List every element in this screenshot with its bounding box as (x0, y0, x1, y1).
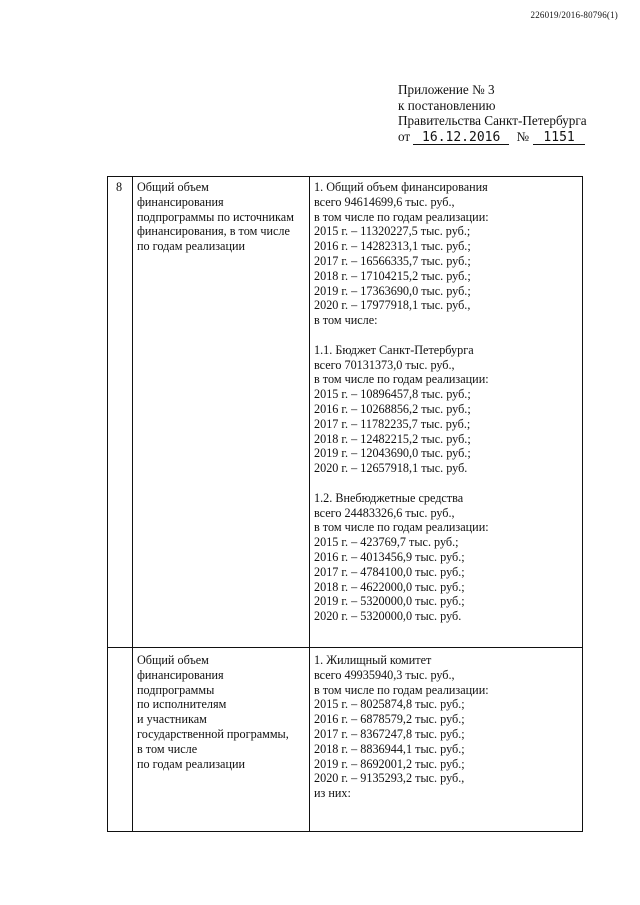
row2-description-line: по исполнителям (137, 697, 227, 712)
document-registration-number: 226019/2016-80796(1) (530, 10, 618, 20)
row1-financing-line: 2015 г. – 10896457,8 тыс. руб.; (314, 387, 471, 402)
row2-financing-line: 2020 г. – 9135293,2 тыс. руб., (314, 771, 465, 786)
row2-description-line: в том числе (137, 741, 198, 756)
row1-description-line: Общий объем (137, 180, 209, 194)
row1-financing-line: 2016 г. – 14282313,1 тыс. руб.; (314, 239, 471, 254)
row2-description-line: финансирования (137, 667, 224, 682)
row1-financing-line (314, 328, 489, 343)
row1-financing-line: 2016 г. – 10268856,2 тыс. руб.; (314, 401, 471, 416)
row2-financing-line: 1. Жилищный комитет (314, 653, 432, 667)
row1-financing-line: 2019 г. – 17363690,0 тыс. руб.; (314, 283, 471, 298)
row2-financing-line: 2015 г. – 8025874,8 тыс. руб.; (314, 697, 465, 712)
row2-description-line: подпрограммы (137, 682, 215, 697)
row1-financing-line: 2017 г. – 16566335,7 тыс. руб.; (314, 253, 471, 268)
appendix-date-number-line (398, 129, 587, 145)
row-divider (108, 647, 582, 648)
row2-financing-line: всего 49935940,3 тыс. руб., (314, 667, 455, 682)
row1-financing-line: 2015 г. – 423769,7 тыс. руб.; (314, 535, 459, 550)
row2-description-line: Общий объем (137, 653, 209, 667)
row1-financing-line: 2019 г. – 5320000,0 тыс. руб.; (314, 594, 465, 609)
row1-description-line: по годам реализации (137, 239, 246, 254)
row1-financing-line (314, 476, 489, 491)
row1-financing-line: 1.1. Бюджет Санкт-Петербурга (314, 342, 474, 357)
appendix-title: Приложение № 3 (398, 82, 495, 97)
row1-financing-line: 2018 г. – 17104215,2 тыс. руб.; (314, 268, 471, 283)
row2-financing-line: 2017 г. – 8367247,8 тыс. руб.; (314, 726, 465, 741)
row2-financing-line: 2019 г. – 8692001,2 тыс. руб.; (314, 756, 465, 771)
row1-description-line: финансирования, в том числе (137, 224, 290, 239)
appendix-government: Правительства Санкт-Петербурга (398, 113, 587, 129)
row2-description-line: государственной программы, (137, 726, 289, 741)
row1-financing-line: в том числе: (314, 313, 378, 328)
column-divider-2 (309, 177, 310, 831)
from-label: от (398, 128, 411, 144)
row2-financing-line: в том числе по годам реализации: (314, 682, 489, 697)
row1-financing-line: в том числе по годам реализации: (314, 209, 489, 224)
row1-financing-line: 1.2. Внебюджетные средства (314, 490, 464, 505)
row1-financing-line: 2019 г. – 12043690,0 тыс. руб.; (314, 446, 471, 461)
row1-financing-line: всего 94614699,6 тыс. руб., (314, 194, 455, 209)
row1-financing-line: 2015 г. – 11320227,5 тыс. руб.; (314, 224, 471, 239)
row1-financing-line: 2016 г. – 4013456,9 тыс. руб.; (314, 549, 465, 564)
appendix-header (398, 82, 587, 145)
row1-financing-line: в том числе по годам реализации: (314, 520, 489, 535)
resolution-number: 1151 (533, 131, 585, 145)
row1-financing-line: 2018 г. – 4622000,0 тыс. руб.; (314, 579, 465, 594)
row2-financing-line: 2016 г. – 6878579,2 тыс. руб.; (314, 712, 465, 727)
row1-description-line: подпрограммы по источникам (137, 209, 294, 224)
row2-description-cell (137, 653, 289, 771)
row1-financing-line: 2020 г. – 5320000,0 тыс. руб. (314, 609, 462, 624)
row1-financing-line: 2017 г. – 11782235,7 тыс. руб.; (314, 416, 471, 431)
row1-financing-cell (314, 180, 489, 624)
row1-description-cell (137, 180, 294, 254)
row2-financing-line: 2018 г. – 8836944,1 тыс. руб.; (314, 741, 465, 756)
row1-financing-line: всего 70131373,0 тыс. руб., (314, 357, 455, 372)
appendix-to-resolution: к постановлению (398, 97, 496, 113)
row1-financing-line: 2020 г. – 17977918,1 тыс. руб., (314, 298, 471, 313)
row2-description-line: по годам реализации (137, 756, 246, 771)
row-number-cell: 8 (116, 180, 123, 194)
resolution-date: 16.12.2016 (413, 131, 509, 145)
row2-description-line: и участникам (137, 712, 207, 727)
row2-financing-cell (314, 653, 489, 801)
row1-financing-line: 2020 г. – 12657918,1 тыс. руб. (314, 461, 468, 476)
row1-financing-line: в том числе по годам реализации: (314, 372, 489, 387)
row1-financing-line: всего 24483326,6 тыс. руб., (314, 505, 455, 520)
row1-financing-line: 1. Общий объем финансирования (314, 180, 488, 194)
row1-description-line: финансирования (137, 194, 224, 209)
row1-financing-line: 2018 г. – 12482215,2 тыс. руб.; (314, 431, 471, 446)
row1-financing-line: 2017 г. – 4784100,0 тыс. руб.; (314, 564, 465, 579)
column-divider-1 (132, 177, 133, 831)
number-label: № (516, 128, 530, 144)
financing-table (107, 176, 583, 832)
row2-financing-line: из них: (314, 786, 351, 801)
